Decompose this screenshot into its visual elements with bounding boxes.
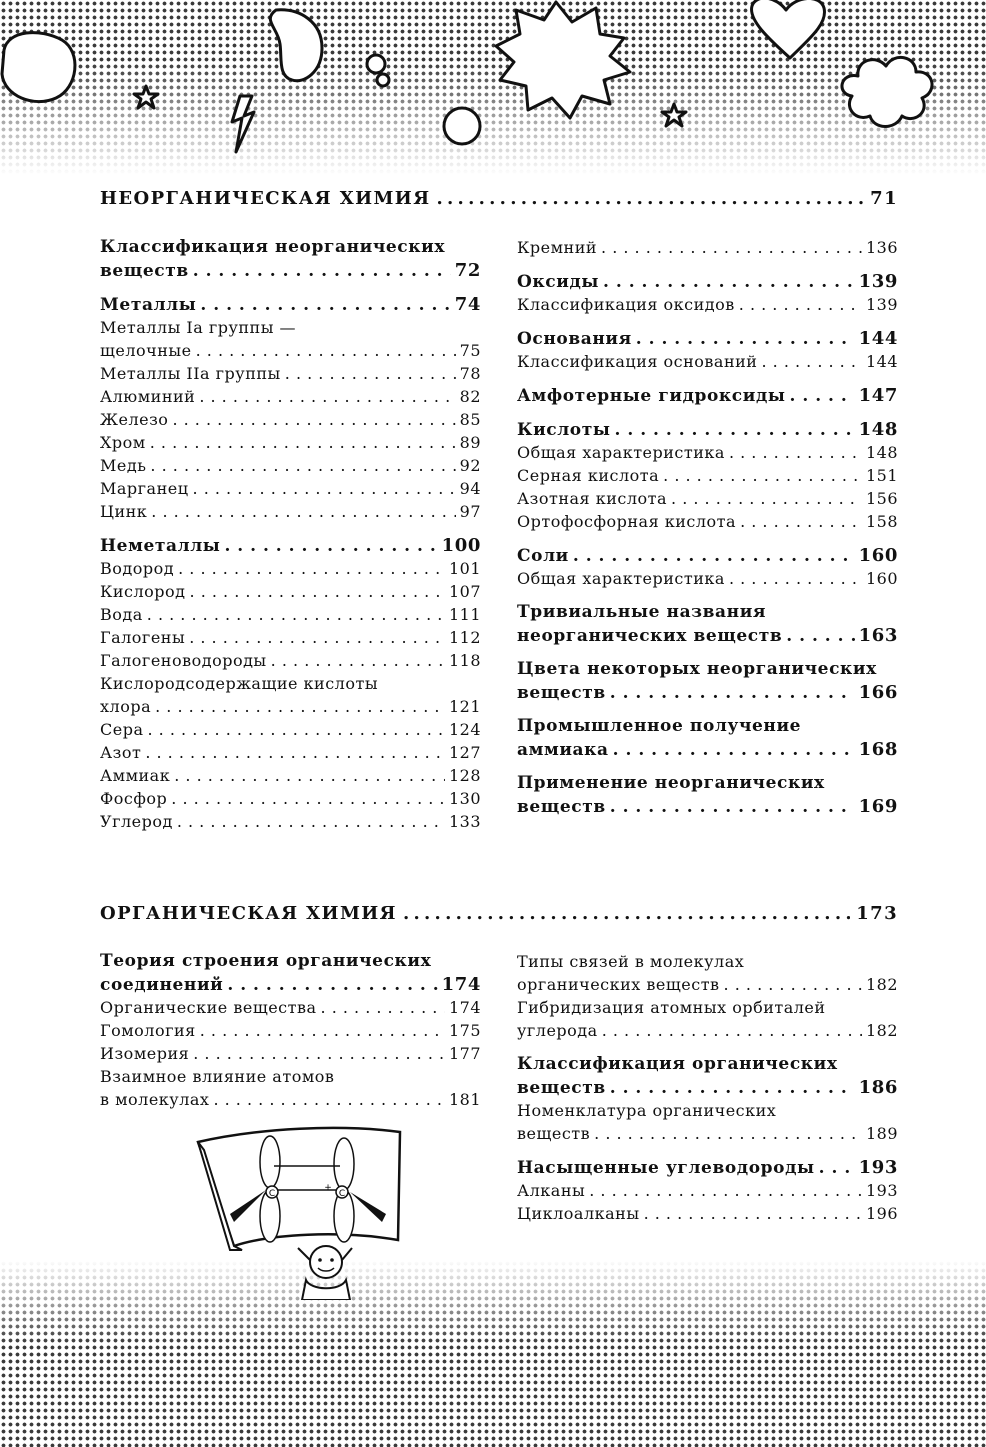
toc-label: Теория строения органических	[100, 951, 432, 971]
toc-column-organic-right	[517, 950, 898, 1225]
toc-page-number: 163	[858, 625, 898, 646]
toc-label: органических веществ	[517, 975, 720, 994]
toc-label: щелочные	[100, 341, 192, 360]
toc-page-number: 182	[865, 975, 898, 994]
toc-page-number: 196	[865, 1204, 898, 1223]
toc-label: Азот	[100, 743, 142, 762]
toc-entry[interactable]	[517, 567, 898, 590]
toc-label: Ортофосфорная кислота	[517, 512, 737, 531]
toc-label: веществ	[517, 1078, 606, 1098]
toc-entry[interactable]	[100, 741, 481, 764]
toc-entry[interactable]	[100, 1019, 481, 1042]
toc-entry[interactable]	[517, 464, 898, 487]
dot-leader	[613, 739, 855, 762]
toc-heading[interactable]	[517, 1076, 898, 1099]
toc-page-number: 100	[441, 535, 481, 556]
toc-entry[interactable]	[517, 996, 898, 1019]
dot-leader	[177, 810, 445, 833]
toc-label: углерода	[517, 1021, 598, 1040]
toc-label: Сера	[100, 720, 144, 739]
tiny-circle-icon	[377, 74, 389, 86]
toc-page-number: 160	[858, 545, 898, 566]
dot-leader	[602, 1019, 862, 1042]
toc-label: Металлы	[100, 295, 197, 315]
toc-entry[interactable]	[517, 441, 898, 464]
atom-label: C	[268, 1189, 276, 1199]
toc-label: Галогеноводороды	[100, 651, 267, 670]
dot-leader	[271, 649, 445, 672]
toc-label: Цвета некоторых неорганических	[517, 659, 877, 679]
toc-label: Азотная кислота	[517, 489, 668, 508]
toc-heading[interactable]	[517, 1053, 898, 1076]
toc-entry[interactable]	[100, 603, 481, 626]
toc-page-number: 92	[459, 456, 481, 475]
toc-label: Неметаллы	[100, 536, 221, 556]
toc-label: Насыщенные углеводороды	[517, 1158, 815, 1178]
toc-heading[interactable]	[517, 715, 898, 738]
dot-leader	[171, 787, 445, 810]
toc-page-number: 130	[448, 789, 481, 808]
toc-page-number: 89	[459, 433, 481, 452]
toc-page-number: 74	[454, 294, 481, 315]
toc-column-inorganic-right	[517, 236, 898, 818]
toc-heading[interactable]	[517, 418, 898, 441]
toc-page-number: 177	[448, 1044, 481, 1063]
section-heading-inorganic	[100, 188, 898, 209]
section-gap	[517, 259, 898, 270]
toc-page-number: 124	[448, 720, 481, 739]
toc-entry[interactable]	[100, 810, 481, 833]
toc-entry[interactable]	[100, 649, 481, 672]
dot-leader	[148, 718, 445, 741]
toc-entry[interactable]	[100, 764, 481, 787]
toc-heading[interactable]	[517, 772, 898, 795]
toc-label: Хром	[100, 433, 146, 452]
toc-label: Соли	[517, 546, 569, 566]
toc-entry[interactable]	[517, 1202, 898, 1225]
toc-entry[interactable]	[517, 973, 898, 996]
toc-entry[interactable]	[517, 1099, 898, 1122]
toc-heading[interactable]	[517, 658, 898, 681]
dot-leader	[147, 603, 445, 626]
toc-heading[interactable]	[517, 1156, 898, 1179]
toc-entry[interactable]	[100, 672, 481, 695]
toc-entry[interactable]	[100, 996, 481, 1019]
section-page: 71	[870, 188, 898, 209]
dot-leader	[155, 695, 445, 718]
toc-label: Аммиак	[100, 766, 171, 785]
toc-page-number: 101	[448, 559, 481, 578]
toc-page-number: 151	[865, 466, 898, 485]
toc-page-number: 169	[858, 796, 898, 817]
dot-leader	[573, 545, 855, 568]
toc-label: Гибридизация атомных орбиталей	[517, 998, 826, 1017]
toc-label: Алканы	[517, 1181, 586, 1200]
bond-sign: +	[324, 1183, 332, 1193]
toc-entry[interactable]	[100, 580, 481, 603]
toc-label: Кремний	[517, 238, 598, 257]
dot-leader	[610, 682, 855, 705]
toc-heading[interactable]	[517, 624, 898, 647]
toc-entry[interactable]	[100, 408, 481, 431]
section-gap	[517, 704, 898, 715]
toc-page-number: 148	[865, 443, 898, 462]
dot-leader	[285, 362, 456, 385]
toc-page-number: 133	[448, 812, 481, 831]
section-gap	[100, 523, 481, 534]
halftone-footer-band	[0, 1260, 986, 1447]
toc-label: Общая характеристика	[517, 569, 725, 588]
toc-entry[interactable]	[100, 557, 481, 580]
toc-heading[interactable]	[517, 681, 898, 704]
toc-label: Марганец	[100, 479, 189, 498]
dot-leader	[610, 1077, 855, 1100]
toc-page-number: 193	[865, 1181, 898, 1200]
toc-page-number: 160	[865, 569, 898, 588]
toc-label: Органические вещества	[100, 998, 317, 1017]
toc-page-number: 189	[865, 1124, 898, 1143]
toc-label: Циклоалканы	[517, 1204, 640, 1223]
toc-heading[interactable]	[100, 973, 481, 996]
toc-heading[interactable]	[517, 327, 898, 350]
toc-label: веществ	[100, 261, 189, 281]
dot-leader	[786, 625, 854, 648]
toc-page-number: 181	[448, 1090, 481, 1109]
toc-heading[interactable]	[517, 544, 898, 567]
dot-leader	[145, 741, 445, 764]
toc-entry[interactable]	[517, 350, 898, 373]
toc-label: Классификация органических	[517, 1054, 838, 1074]
toc-entry[interactable]	[100, 431, 481, 454]
toc-page-number: 139	[865, 295, 898, 314]
dot-leader	[729, 441, 862, 464]
toc-label: Тривиальные названия	[517, 602, 767, 622]
toc-page-number: 121	[448, 697, 481, 716]
heart-icon	[752, 0, 825, 58]
toc-page-number: 107	[448, 582, 481, 601]
dot-leader	[178, 557, 445, 580]
toc-entry[interactable]	[100, 695, 481, 718]
toc-label: Цинк	[100, 502, 148, 521]
toc-heading[interactable]	[100, 950, 481, 973]
section-gap	[517, 407, 898, 418]
toc-label: Оксиды	[517, 272, 600, 292]
section-heading-organic	[100, 903, 898, 924]
toc-page-number: 168	[858, 739, 898, 760]
toc-entry[interactable]	[100, 500, 481, 523]
toc-label: веществ	[517, 1124, 591, 1143]
toc-entry[interactable]	[517, 510, 898, 533]
dot-leader	[436, 188, 864, 209]
toc-label: Классификация оснований	[517, 352, 758, 371]
dot-leader	[729, 567, 862, 590]
dot-leader	[403, 903, 850, 924]
toc-page-number: 144	[858, 328, 898, 349]
toc-label: Металлы Iа группы —	[100, 318, 297, 337]
dot-leader	[671, 487, 862, 510]
section-page: 173	[856, 903, 898, 924]
toc-label: в молекулах	[100, 1090, 210, 1109]
toc-entry[interactable]	[517, 950, 898, 973]
toc-label: Гомология	[100, 1021, 196, 1040]
toc-page-number: 144	[865, 352, 898, 371]
toc-heading[interactable]	[100, 293, 481, 316]
dot-leader	[172, 408, 455, 431]
toc-label: Промышленное получение	[517, 716, 802, 736]
toc-label: аммиака	[517, 740, 609, 760]
dot-leader	[610, 796, 855, 819]
dot-leader	[227, 974, 437, 997]
toc-page-number: 97	[459, 502, 481, 521]
dot-leader	[790, 385, 855, 408]
toc-page-number: 186	[858, 1077, 898, 1098]
toc-label: неорганических веществ	[517, 626, 783, 646]
toc-label: Вода	[100, 605, 143, 624]
toc-column-organic-left	[100, 950, 481, 1111]
lightning-icon	[232, 96, 254, 152]
toc-entry[interactable]	[100, 477, 481, 500]
toc-page-number: 111	[448, 605, 481, 624]
star-icon	[134, 86, 158, 108]
dot-leader	[761, 350, 861, 373]
toc-page-number: 112	[448, 628, 481, 647]
small-circle-icon	[367, 55, 385, 73]
toc-label: соединений	[100, 975, 224, 995]
dot-leader	[193, 1042, 445, 1065]
dot-leader	[150, 454, 455, 477]
toc-label: Взаимное влияние атомов	[100, 1067, 335, 1086]
toc-entry[interactable]	[100, 339, 481, 362]
toc-label: Металлы IIа группы	[100, 364, 281, 383]
section-gap	[517, 373, 898, 384]
section-gap	[517, 590, 898, 601]
toc-label: Алюминий	[100, 387, 196, 406]
round-bubble-icon	[444, 108, 480, 144]
dot-leader	[724, 973, 862, 996]
burst-bubble-icon	[496, 2, 630, 118]
toc-page-number: 139	[858, 271, 898, 292]
toc-label: Кислородсодержащие кислоты	[100, 674, 379, 693]
dot-leader	[615, 419, 855, 442]
dot-leader	[589, 1179, 862, 1202]
toc-label: Фосфор	[100, 789, 168, 808]
toc-page-number: 158	[865, 512, 898, 531]
dot-leader	[321, 996, 445, 1019]
toc-label: Основания	[517, 329, 632, 349]
dot-leader	[819, 1157, 855, 1180]
dot-leader	[151, 500, 455, 523]
toc-label: Медь	[100, 456, 147, 475]
toc-page-number: 136	[865, 238, 898, 257]
toc-heading[interactable]	[517, 270, 898, 293]
toc-label: Галогены	[100, 628, 186, 647]
toc-page-number: 147	[858, 385, 898, 406]
toc-label: Кислород	[100, 582, 186, 601]
section-gap	[517, 1145, 898, 1156]
toc-entry[interactable]	[100, 626, 481, 649]
dot-leader	[601, 236, 862, 259]
toc-page-number: 174	[441, 974, 481, 995]
section-title: ОРГАНИЧЕСКАЯ ХИМИЯ	[100, 903, 397, 924]
toc-entry[interactable]	[100, 362, 481, 385]
atom-label: C	[338, 1189, 346, 1199]
toc-entry[interactable]	[100, 385, 481, 408]
toc-page-number: 193	[858, 1157, 898, 1178]
dot-leader	[594, 1122, 862, 1145]
toc-entry[interactable]	[100, 718, 481, 741]
toc-page-number: 94	[459, 479, 481, 498]
toc-entry[interactable]	[517, 1122, 898, 1145]
dot-leader	[213, 1088, 445, 1111]
toc-entry[interactable]	[517, 487, 898, 510]
section-gap	[517, 1042, 898, 1053]
toc-label: Кислоты	[517, 420, 611, 440]
orbital-poster-illustration	[190, 1110, 430, 1300]
toc-page-number: 118	[448, 651, 481, 670]
toc-entry[interactable]	[100, 1065, 481, 1088]
dot-leader	[190, 580, 445, 603]
dot-leader	[603, 271, 855, 294]
section-gap	[517, 761, 898, 772]
toc-label: Общая характеристика	[517, 443, 725, 462]
toc-page-number: 128	[448, 766, 481, 785]
dot-leader	[200, 294, 450, 317]
star-icon	[662, 104, 686, 126]
toc-page-number: 85	[459, 410, 481, 429]
toc-entry[interactable]	[100, 1042, 481, 1065]
section-gap	[517, 533, 898, 544]
toc-page-number: 174	[448, 998, 481, 1017]
toc-label: Серная кислота	[517, 466, 660, 485]
toc-entry[interactable]	[517, 293, 898, 316]
toc-entry[interactable]	[517, 1179, 898, 1202]
dot-leader	[199, 385, 455, 408]
toc-heading[interactable]	[100, 534, 481, 557]
dot-leader	[739, 293, 862, 316]
dot-leader	[174, 764, 445, 787]
dot-leader	[224, 535, 437, 558]
toc-page-number: 127	[448, 743, 481, 762]
section-title: НЕОРГАНИЧЕСКАЯ ХИМИЯ	[100, 188, 431, 209]
dot-leader	[663, 464, 862, 487]
toc-page-number: 78	[459, 364, 481, 383]
toc-page-number: 166	[858, 682, 898, 703]
toc-heading[interactable]	[100, 236, 481, 259]
cloud-bubble-icon	[842, 57, 932, 126]
toc-label: Углерод	[100, 812, 173, 831]
dot-leader	[150, 431, 456, 454]
toc-page-number: 156	[865, 489, 898, 508]
dot-leader	[193, 260, 451, 283]
dot-leader	[189, 626, 445, 649]
oval-bubble-icon	[2, 33, 75, 102]
toc-page-number: 148	[858, 419, 898, 440]
dot-leader	[644, 1202, 862, 1225]
toc-page-number: 72	[454, 260, 481, 281]
toc-page-number: 75	[459, 341, 481, 360]
toc-label: веществ	[517, 683, 606, 703]
toc-label: Классификация оксидов	[517, 295, 735, 314]
toc-label: Водород	[100, 559, 175, 578]
dot-leader	[740, 510, 862, 533]
toc-label: Железо	[100, 410, 169, 429]
toc-entry[interactable]	[517, 1019, 898, 1042]
toc-page-number: 182	[865, 1021, 898, 1040]
drop-bubble-icon	[270, 10, 322, 81]
toc-entry[interactable]	[100, 787, 481, 810]
toc-heading[interactable]	[517, 738, 898, 761]
toc-entry[interactable]	[100, 454, 481, 477]
toc-label: веществ	[517, 797, 606, 817]
toc-label: Изомерия	[100, 1044, 190, 1063]
toc-heading[interactable]	[517, 795, 898, 818]
toc-label: хлора	[100, 697, 152, 716]
dot-leader	[200, 1019, 445, 1042]
dot-leader	[196, 339, 456, 362]
toc-entry[interactable]	[100, 1088, 481, 1111]
toc-label: Номенклатура органических	[517, 1101, 777, 1120]
comic-doodles	[0, 0, 986, 175]
toc-entry[interactable]	[100, 316, 481, 339]
toc-label: Типы связей в молекулах	[517, 952, 745, 971]
section-gap	[517, 647, 898, 658]
dot-leader	[636, 328, 855, 351]
section-gap	[100, 282, 481, 293]
toc-page-number: 82	[459, 387, 481, 406]
dot-leader	[193, 477, 456, 500]
toc-heading[interactable]	[517, 384, 898, 407]
toc-entry[interactable]	[517, 236, 898, 259]
toc-heading[interactable]	[100, 259, 481, 282]
toc-page-number: 175	[448, 1021, 481, 1040]
toc-column-inorganic-left	[100, 236, 481, 833]
toc-label: Применение неорганических	[517, 773, 825, 793]
toc-label: Амфотерные гидроксиды	[517, 386, 786, 406]
toc-heading[interactable]	[517, 601, 898, 624]
section-gap	[517, 316, 898, 327]
toc-label: Классификация неорганических	[100, 237, 446, 257]
